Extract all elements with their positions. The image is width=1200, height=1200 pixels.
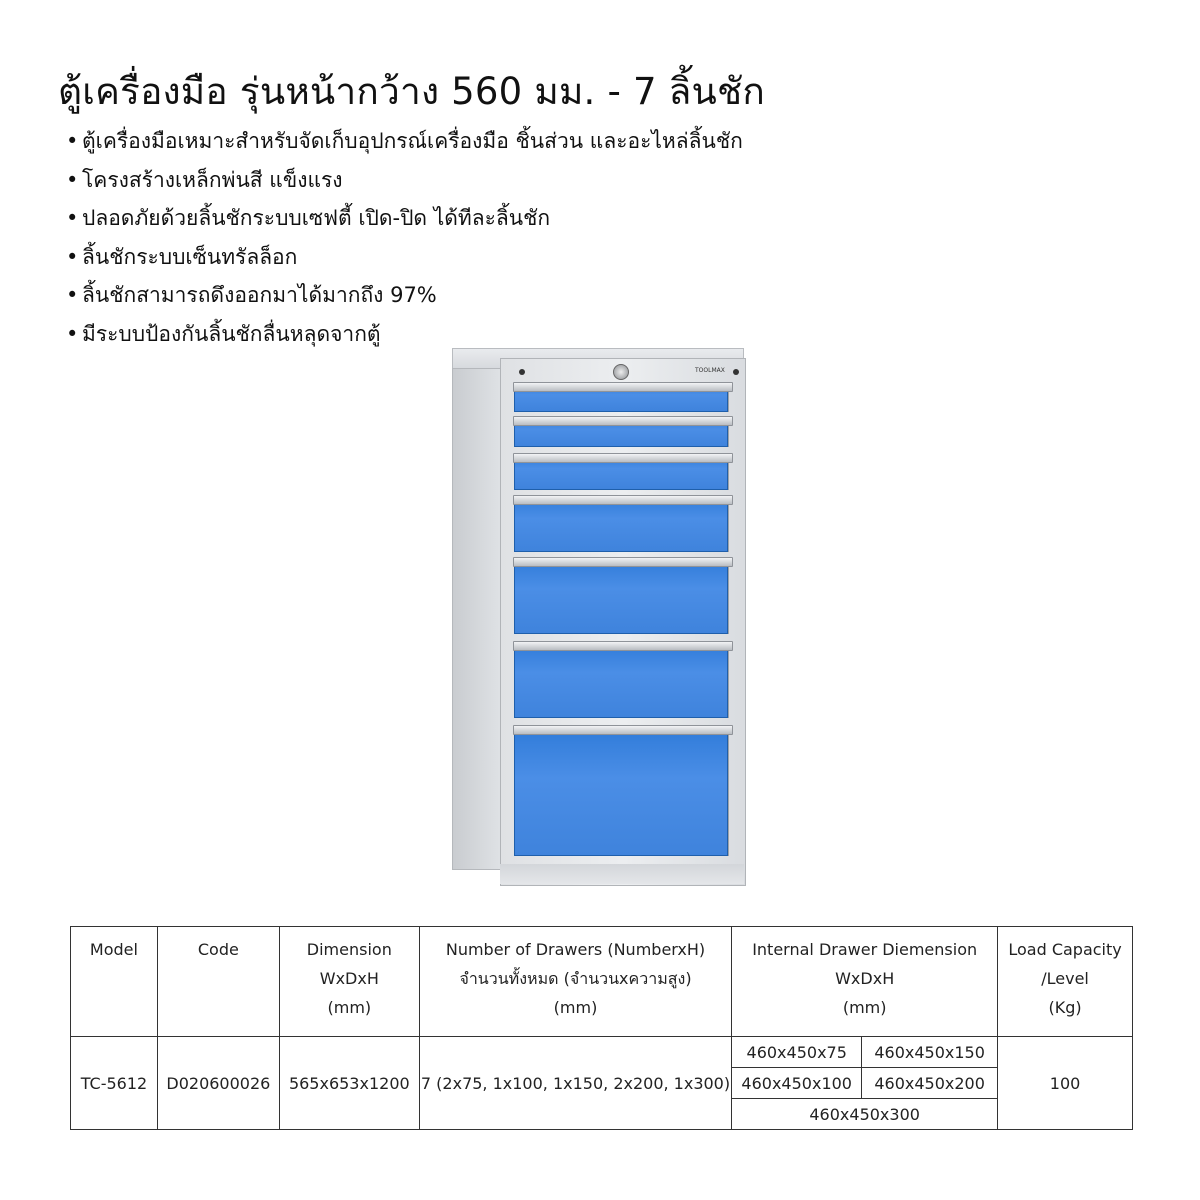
cabinet-front bbox=[500, 358, 746, 886]
cell-model: TC-5612 bbox=[71, 1037, 158, 1130]
feature-text: มีระบบป้องกันลิ้นชักลื่นหลุดจากตู้ bbox=[82, 321, 381, 346]
header-drawers bbox=[419, 927, 731, 1037]
header-line: Number of Drawers (NumberxH) bbox=[445, 940, 706, 959]
drawer-handle bbox=[513, 641, 733, 651]
cell-internal: 460x450x300 bbox=[732, 1099, 998, 1130]
header-line: /Level bbox=[1041, 969, 1089, 988]
feature-item: • ลิ้นชักสามารถดึงออกมาได้มากถึง 97% bbox=[66, 283, 437, 307]
drawer-handle bbox=[513, 382, 733, 392]
feature-item: • โครงสร้างเหล็กพ่นสี แข็งแรง bbox=[66, 167, 343, 192]
header-line: Dimension bbox=[306, 940, 392, 959]
header-line: Internal Drawer Diemension bbox=[752, 940, 978, 959]
cabinet-side bbox=[452, 368, 502, 870]
page-title: ตู้เครื่องมือ รุ่นหน้ากว้าง 560 มม. - 7 ลิ้นชัก bbox=[58, 70, 765, 113]
tool-cabinet-image bbox=[452, 348, 752, 888]
header-line: WxDxH bbox=[319, 969, 379, 988]
header-line: (mm) bbox=[553, 998, 598, 1017]
cell-load: 100 bbox=[998, 1037, 1133, 1130]
feature-list bbox=[66, 122, 743, 353]
lock-icon bbox=[613, 364, 629, 380]
drawer-2 bbox=[514, 417, 728, 447]
feature-item: • ตู้เครื่องมือเหมาะสำหรับจัดเก็บอุปกรณ์เครื่องมือ ชิ้นส่วน และอะไหล่ลิ้นชัก bbox=[66, 129, 743, 153]
cabinet-base bbox=[500, 864, 744, 884]
header-load bbox=[998, 927, 1133, 1037]
drawer-handle bbox=[513, 416, 733, 426]
header-line: (mm) bbox=[327, 998, 372, 1017]
cell-dimension: 565x653x1200 bbox=[279, 1037, 419, 1130]
header-line: WxDxH bbox=[835, 969, 895, 988]
drawer-handle bbox=[513, 453, 733, 463]
drawer-handle bbox=[513, 495, 733, 505]
header-model-label: Model bbox=[89, 940, 138, 959]
feature-text: ลิ้นชักสามารถดึงออกมาได้มากถึง 97% bbox=[82, 283, 437, 307]
cell-internal: 460x450x200 bbox=[862, 1068, 998, 1099]
header-line: จำนวนทั้งหมด (จำนวนxความสูง) bbox=[459, 969, 692, 988]
drawer-4 bbox=[514, 496, 728, 552]
table-row bbox=[71, 1037, 1133, 1068]
cell-internal: 460x450x100 bbox=[732, 1068, 862, 1099]
header-line: (Kg) bbox=[1048, 998, 1082, 1017]
drawer-6 bbox=[514, 642, 728, 718]
cell-drawers: 7 (2x75, 1x100, 1x150, 2x200, 1x300) bbox=[419, 1037, 731, 1130]
drawer-3 bbox=[514, 454, 728, 490]
feature-text: ปลอดภัยด้วยลิ้นชักระบบเซฟตี้ เปิด-ปิด ได้ทีละลิ้นชัก bbox=[82, 206, 551, 230]
drawer-7 bbox=[514, 726, 728, 856]
feature-text: ลิ้นชักระบบเซ็นทรัลล็อก bbox=[82, 244, 298, 269]
feature-text: ตู้เครื่องมือเหมาะสำหรับจัดเก็บอุปกรณ์เครื่องมือ ชิ้นส่วน และอะไหล่ลิ้นชัก bbox=[82, 129, 743, 153]
screw-icon bbox=[519, 369, 525, 375]
header-code-label: Code bbox=[197, 940, 239, 959]
header-line: Load Capacity bbox=[1008, 940, 1122, 959]
header-internal bbox=[732, 927, 998, 1037]
feature-item: • ลิ้นชักระบบเซ็นทรัลล็อก bbox=[66, 244, 298, 269]
drawer-5 bbox=[514, 558, 728, 634]
table-header-row bbox=[71, 927, 1133, 1037]
screw-icon bbox=[733, 369, 739, 375]
cell-code: D020600026 bbox=[157, 1037, 279, 1130]
header-model bbox=[71, 927, 158, 1037]
drawer-1 bbox=[514, 383, 728, 412]
header-line: (mm) bbox=[842, 998, 887, 1017]
cell-internal: 460x450x75 bbox=[732, 1037, 862, 1068]
brand-logo: TOOLMAX bbox=[695, 367, 725, 374]
feature-item: • ปลอดภัยด้วยลิ้นชักระบบเซฟตี้ เปิด-ปิด ได้ทีละลิ้นชัก bbox=[66, 206, 551, 230]
header-dimension bbox=[279, 927, 419, 1037]
drawer-handle bbox=[513, 725, 733, 735]
header-code bbox=[157, 927, 279, 1037]
feature-item: • มีระบบป้องกันลิ้นชักลื่นหลุดจากตู้ bbox=[66, 321, 381, 346]
feature-text: โครงสร้างเหล็กพ่นสี แข็งแรง bbox=[82, 167, 343, 192]
spec-table bbox=[70, 926, 1133, 1130]
cell-internal: 460x450x150 bbox=[862, 1037, 998, 1068]
drawer-handle bbox=[513, 557, 733, 567]
